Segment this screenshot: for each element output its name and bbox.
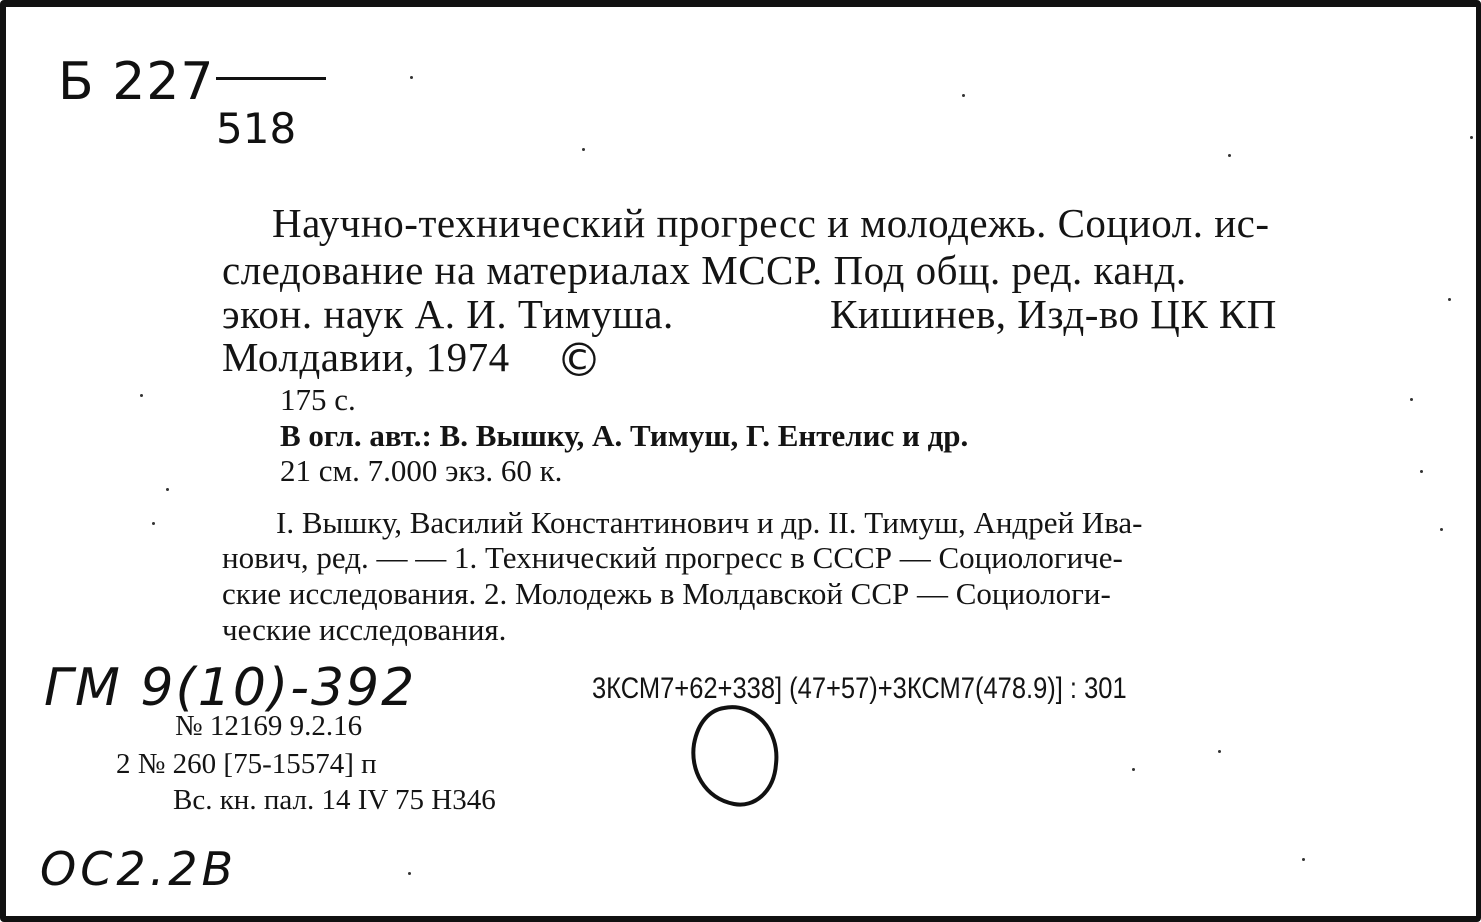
- speck: [962, 94, 965, 97]
- description-line-3: экон. наук А. И. Тимуша.: [222, 291, 674, 337]
- speck: [140, 394, 143, 397]
- call-number-bottom: 518: [216, 104, 297, 153]
- speck: [1440, 528, 1443, 531]
- speck: [166, 488, 169, 491]
- subjects-line-4: ческие исследования.: [222, 612, 507, 647]
- subjects-line-2: нович, ред. — — 1. Технический прогресс в СССР — Социологиче-: [222, 540, 1123, 575]
- authors-line: В огл. авт.: В. Вышку, А. Тимуш, Г. Ентелис и др.: [280, 418, 969, 453]
- call-number-divider: [216, 77, 326, 80]
- book-chamber: Вс. кн. пал. 14 IV 75 Н346: [173, 784, 496, 816]
- speck: [152, 522, 155, 525]
- subjects-line-3: ские исследования. 2. Молодежь в Молдавской ССР — Социологи-: [222, 576, 1111, 611]
- speck: [1132, 768, 1135, 771]
- speck: [1470, 136, 1473, 139]
- shelf-mark: ОС2.2В: [40, 842, 238, 896]
- speck: [1228, 154, 1231, 157]
- speck: [1410, 398, 1413, 401]
- speck: [1218, 750, 1221, 753]
- speck: [1302, 858, 1305, 861]
- speck: [408, 872, 411, 875]
- circle-mark-icon: [684, 700, 784, 812]
- handwritten-code: ГМ 9(10)-392: [44, 658, 417, 718]
- speck: [410, 76, 413, 79]
- subjects-line-1: I. Вышку, Василий Константинович и др. II. Тимуш, Андрей Ива-: [276, 505, 1143, 540]
- classification-index: 3КСМ7+62+338] (47+57)+3КСМ7(478.9)] : 301: [592, 672, 1127, 705]
- print-number: 2 № 260 [75-15574] п: [116, 748, 377, 780]
- copyright-icon: ©: [556, 333, 602, 387]
- call-number-top: Б 227: [58, 52, 215, 112]
- speck: [1420, 470, 1423, 473]
- pages-line: 175 с.: [280, 382, 356, 417]
- speck: [1448, 298, 1451, 301]
- speck: [582, 148, 585, 151]
- description-line-1: Научно-технический прогресс и молодежь. Социол. ис-: [272, 200, 1270, 246]
- size-print-line: 21 см. 7.000 экз. 60 к.: [280, 453, 563, 488]
- print-order: № 12169 9.2.16: [175, 710, 363, 742]
- description-line-4: Молдавии, 1974: [222, 334, 510, 380]
- description-line-2: следование на материалах МССР. Под общ. ред. канд.: [222, 247, 1187, 293]
- description-line-3b: Кишинев, Изд-во ЦК КП: [830, 291, 1277, 337]
